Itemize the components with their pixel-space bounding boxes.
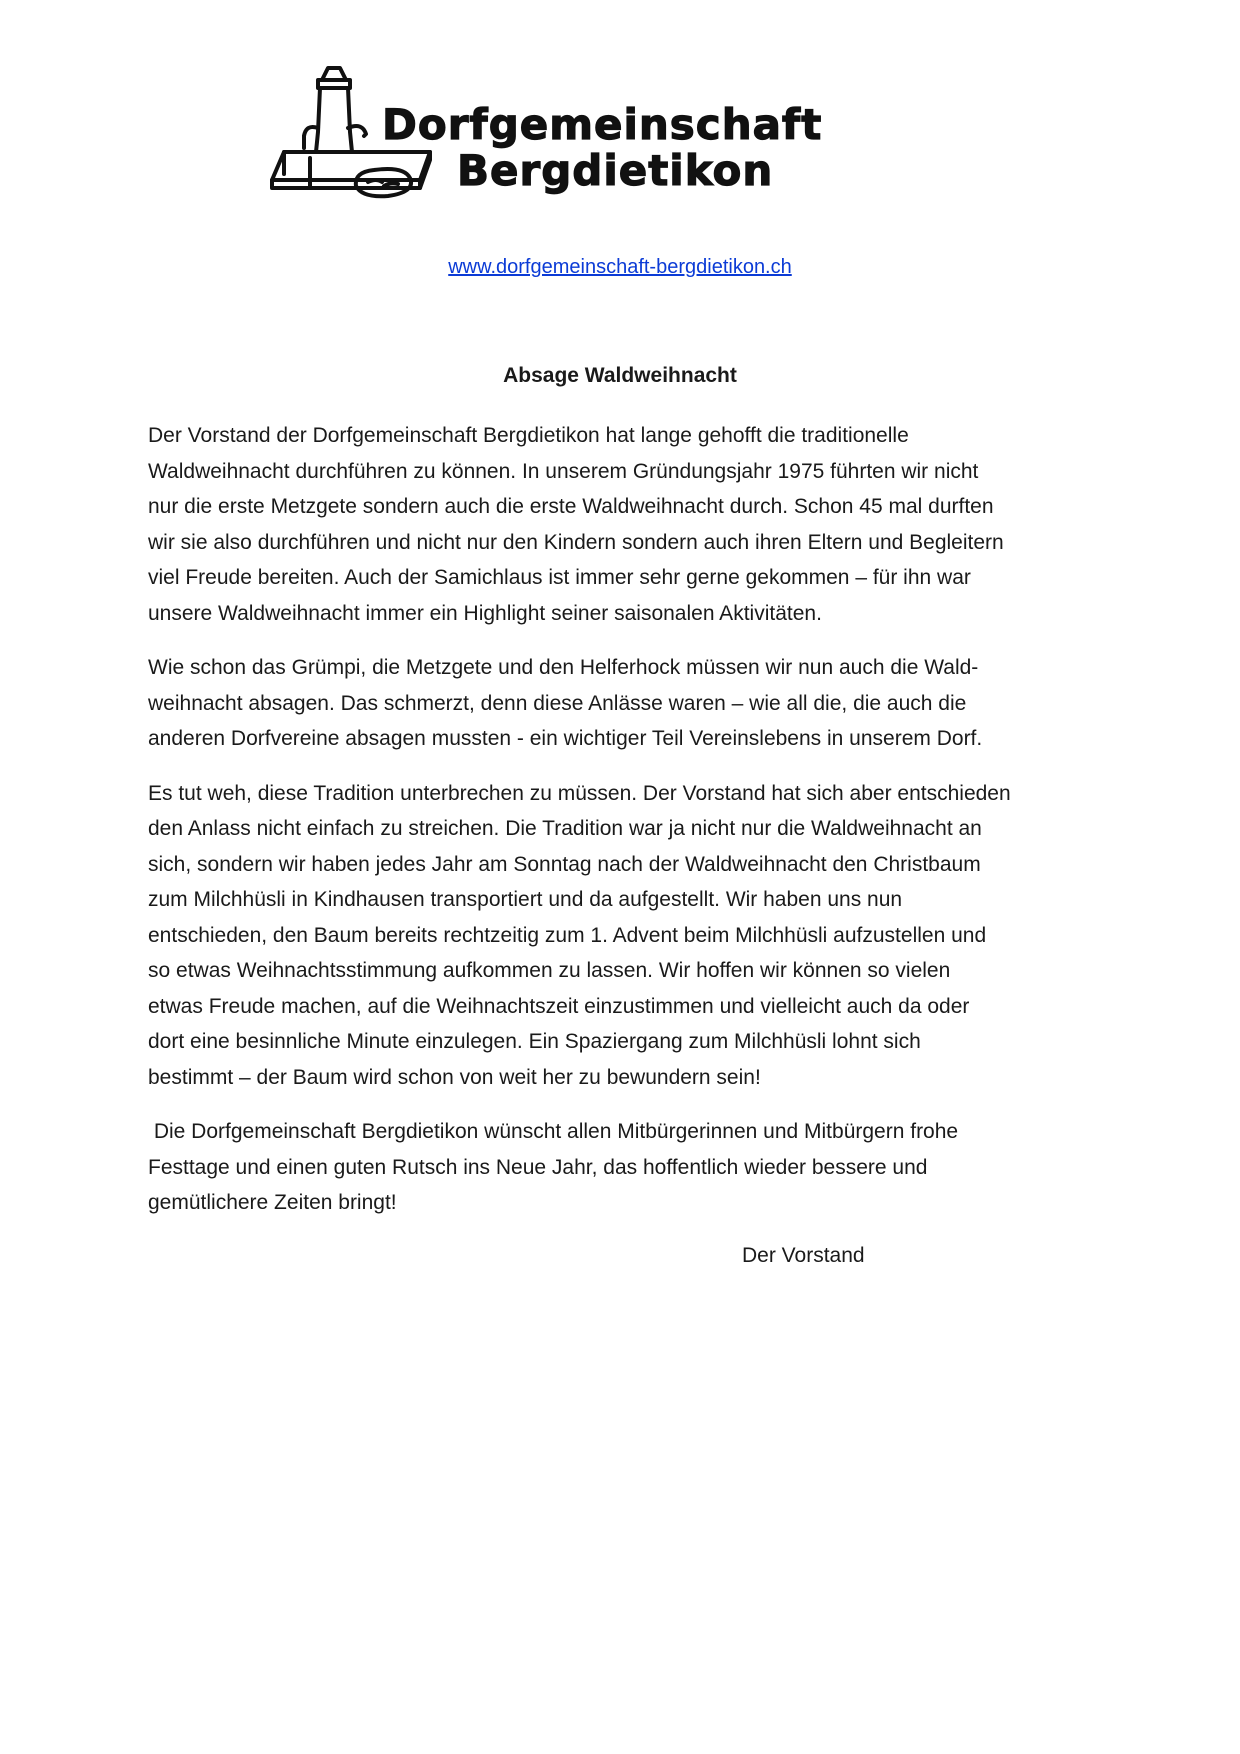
text-line: viel Freude bereiten. Auch der Samichlaus ist immer sehr gerne gekommen – für ihn war <box>148 566 971 589</box>
text-line: etwas Freude machen, auf die Weihnachtszeit einzustimmen und vielleicht auch da oder <box>148 994 970 1018</box>
paragraph-1 <box>148 418 1108 631</box>
text-line: gemütlichere Zeiten bringt! <box>148 1191 397 1214</box>
paragraph-2 <box>148 650 1108 757</box>
text-line: Es tut weh, diese Tradition unterbrechen zu müssen. Der Vorstand hat sich aber entschieden <box>148 781 1011 805</box>
text-line: Die Dorfgemeinschaft Bergdietikon wünscht allen Mitbürgerinnen und Mitbürgern frohe <box>148 1120 959 1143</box>
text-line: Der Vorstand der Dorfgemeinschaft Bergdietikon hat lange gehofft die traditionelle <box>148 424 909 447</box>
logo-line-1: Dorfgemeinschaft <box>382 100 823 149</box>
paragraph-3 <box>148 776 1108 1096</box>
text-line: Wie schon das Grümpi, die Metzgete und den Helferhock müssen wir nun auch die Wald- <box>148 656 979 679</box>
paragraph-4 <box>148 1114 1108 1221</box>
text-line: Festtage und einen guten Rutsch ins Neue Jahr, das hoffentlich wieder bessere und <box>148 1155 928 1179</box>
text-line: zum Milchhüsli in Kindhausen transportiert und da aufgestellt. Wir haben uns nun <box>148 888 903 911</box>
text-line: nur die erste Metzgete sondern auch die erste Waldweihnacht durch. Schon 45 mal durften <box>148 495 994 518</box>
text-line: anderen Dorfvereine absagen mussten - ein wichtiger Teil Vereinslebens in unserem Dorf. <box>148 727 983 750</box>
text-line: sich, sondern wir haben jedes Jahr am Sonntag nach der Waldweihnacht den Christbaum <box>148 852 981 876</box>
text-line: bestimmt – der Baum wird schon von weit her zu bewundern sein! <box>148 1065 761 1089</box>
signature: Der Vorstand <box>742 1244 865 1267</box>
text-line: Waldweihnacht durchführen zu können. In unserem Gründungsjahr 1975 führten wir nicht <box>148 459 979 483</box>
text-line: entschieden, den Baum bereits rechtzeitig zum 1. Advent beim Milchhüsli aufzustellen und <box>148 923 987 947</box>
website-link[interactable]: www.dorfgemeinschaft-bergdietikon.ch <box>448 256 792 278</box>
text-line: den Anlass nicht einfach zu streichen. Die Tradition war ja nicht nur die Waldweihnacht an <box>148 817 982 840</box>
text-line: so etwas Weihnachtsstimmung aufkommen zu lassen. Wir hoffen wir können so vielen <box>148 959 951 982</box>
logo-line-2: Bergdietikon <box>457 146 774 195</box>
text-line: weihnacht absagen. Das schmerzt, denn diese Anlässe waren – wie all die, die auch die <box>148 691 967 715</box>
text-line: unsere Waldweihnacht immer ein Highlight seiner saisonalen Aktivitäten. <box>148 601 822 625</box>
website-link-row <box>0 256 1240 279</box>
text-line: wir sie also durchführen und nicht nur den Kindern sondern auch ihren Eltern und Begleitern <box>148 530 1004 554</box>
logo-text <box>382 100 823 195</box>
logo <box>270 62 870 222</box>
text-line: dort eine besinnliche Minute einzulegen. Ein Spaziergang zum Milchhüsli lohnt sich <box>148 1030 921 1053</box>
letter-body <box>148 418 1108 1240</box>
document-title: Absage Waldweihnacht <box>503 364 737 387</box>
